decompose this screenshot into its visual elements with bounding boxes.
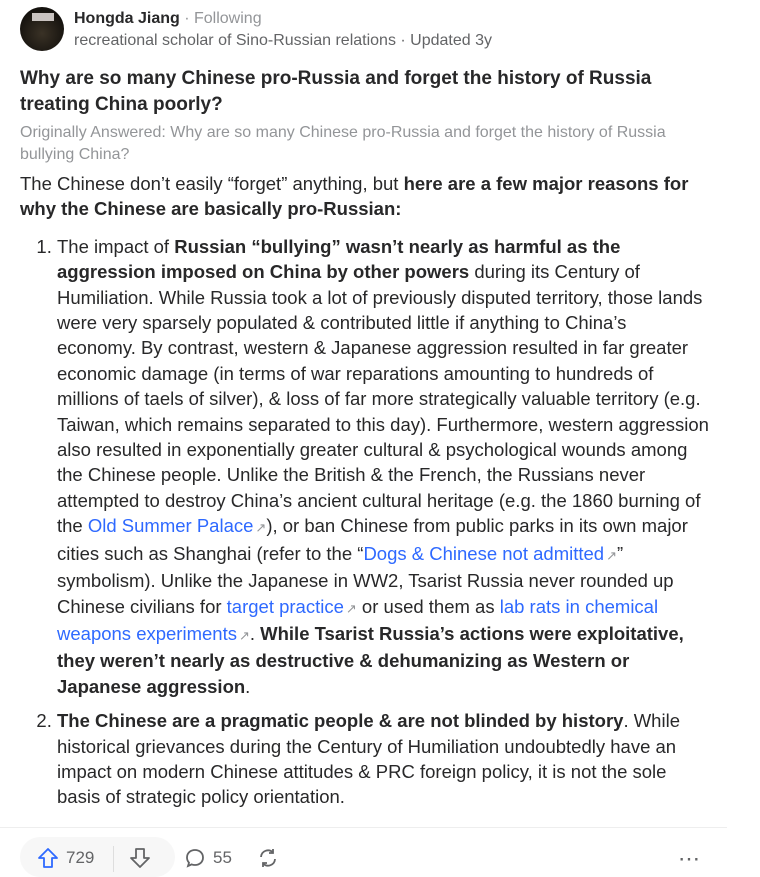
separator: ·: [395, 32, 411, 49]
inline-link[interactable]: Dogs & Chinese not admitted ↗: [363, 542, 617, 564]
comment-icon: [183, 846, 207, 870]
downvote-arrow-icon: [128, 846, 152, 870]
author-avatar[interactable]: [20, 7, 64, 51]
answer-header: [20, 7, 492, 51]
text: .: [245, 675, 251, 697]
author-credential[interactable]: recreational scholar of Sino-Russian relations: [74, 32, 396, 49]
text: ” symbolism). Unlike the Japanese in WW2, Tsarist Russia never rounded up Chinese civilians for: [57, 542, 674, 617]
question-title[interactable]: Why are so many Chinese pro-Russia and forget the history of Russia treating China poorly?: [20, 68, 652, 115]
external-link-icon: ↗: [345, 600, 357, 616]
comment-count: 55: [213, 848, 232, 867]
answer-content: [20, 171, 710, 819]
text: during its Century of Humiliation. While Russia took a lot of previously disputed territory, those lands were very sparsely populated & contributed little if anything to China’s economy. By contrast, western & Japanese aggression resulted in far greater economic damage (in terms of war reparations amounting to hundreds of millions of taels of silver), & loss of far more strategically valuable territory (e.g. Taiwan, which remains separated to this day). Furthermore, western aggression also resulted in exponentially greater cultural & psychological wounds among the Chinese people. Unlike the British & the French, the Russians never attempted to destroy China’s ancient cultural heritage (e.g. the 1860 burning of the: [57, 261, 709, 537]
text: or used them as: [356, 595, 500, 617]
downvote-button[interactable]: [128, 846, 152, 870]
inline-link[interactable]: Old Summer Palace ↗: [87, 515, 267, 537]
intro-paragraph: [20, 171, 710, 222]
bold-text: The Chinese are a pragmatic people & are not blinded by history: [57, 710, 624, 732]
reasons-list: [20, 234, 710, 810]
text: .: [249, 622, 261, 644]
inline-link[interactable]: lab rats in chemical weapons experiments ↗: [57, 595, 659, 644]
bold-text: Russian “bullying” wasn’t nearly as harmful as the aggression imposed on China by other powers: [57, 235, 621, 283]
text: ), or ban Chinese from public parks in its own major cities such as Shanghai (refer to the “: [57, 515, 688, 564]
upvote-arrow-icon: [36, 846, 60, 870]
external-link-icon: ↗: [255, 520, 267, 536]
bold-text: While Tsarist Russia’s actions were exploitative, they weren’t nearly as destructive & dehumanizing as Western or Japanese aggression: [57, 622, 684, 697]
action-bar: [0, 827, 727, 875]
comments-button[interactable]: [183, 846, 232, 870]
share-button[interactable]: [256, 846, 280, 870]
more-icon: ⋯: [678, 846, 701, 871]
inline-link[interactable]: target practice ↗: [226, 595, 357, 617]
list-item: [57, 234, 710, 699]
external-link-icon: ↗: [606, 547, 617, 563]
updated-time[interactable]: Updated 3y: [410, 32, 492, 49]
text: . While historical grievances during the Century of Humiliation undoubtedly have an impact on modern Chinese attitudes & PRC foreign policy, it is not the sole basis of strategic policy orientation.: [57, 710, 680, 808]
upvote-button[interactable]: [36, 846, 94, 870]
bold-text: here are a few major reasons for why the Chinese are basically pro-Russian:: [20, 173, 689, 220]
separator: ·: [179, 10, 194, 27]
divider: [113, 846, 114, 872]
following-button[interactable]: Following: [194, 10, 262, 27]
upvote-count: 729: [66, 848, 95, 867]
external-link-icon: ↗: [238, 627, 250, 643]
list-item: [57, 708, 710, 810]
text: The impact of: [57, 235, 175, 257]
more-options-button[interactable]: [678, 846, 701, 872]
author-name[interactable]: Hongda Jiang: [74, 10, 180, 27]
share-cycle-icon: [256, 846, 280, 870]
originally-answered[interactable]: Originally Answered: Why are so many Chinese pro-Russia and forget the history of Russia bullying China?: [20, 124, 666, 163]
text: The Chinese don’t easily “forget” anything, but: [20, 173, 404, 194]
